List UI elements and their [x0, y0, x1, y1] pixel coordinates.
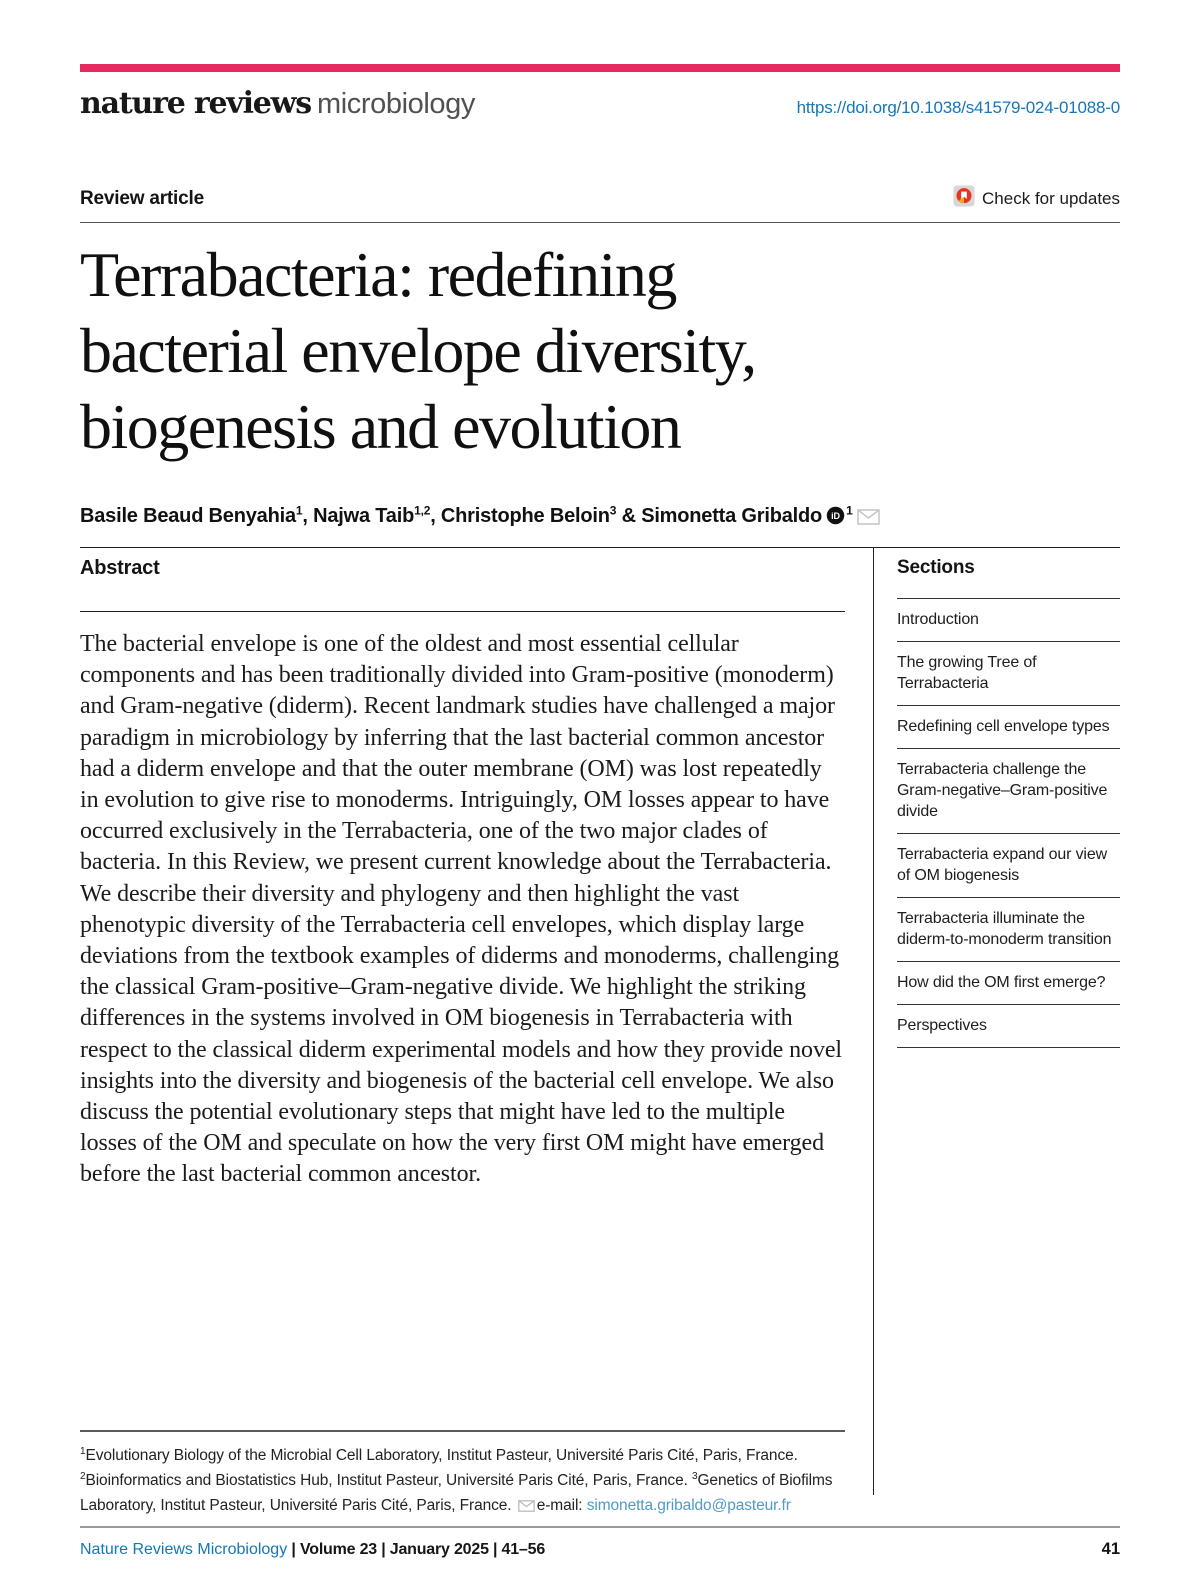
author-name: Christophe Beloin [440, 505, 610, 527]
affil-sup: 1 [80, 1445, 86, 1457]
author-separator: , [302, 505, 314, 527]
affiliations-block [80, 1430, 845, 1520]
section-link-challenge-divide[interactable]: Terrabacteria challenge the Gram-negative–Gram-positive divide [897, 748, 1120, 833]
sections-heading: Sections [897, 557, 975, 578]
author-affil-sup: 1 [846, 503, 853, 518]
page-title [80, 237, 1120, 465]
author-separator: & [616, 505, 642, 527]
section-link-om-biogenesis[interactable]: Terrabacteria expand our view of OM biogenesis [897, 833, 1120, 897]
article-kind-row [80, 185, 1120, 212]
footer-journal-link[interactable]: Nature Reviews Microbiology [80, 1541, 288, 1558]
svg-text:iD: iD [831, 510, 840, 521]
journal-logo-light: microbiology [316, 88, 475, 120]
email-envelope-icon[interactable] [857, 508, 880, 531]
journal-logo-bold: nature reviews [80, 86, 311, 121]
content-columns [80, 548, 1120, 1512]
abstract-header-wrap [80, 548, 845, 612]
affil-text: Genetics of Biofilms Laboratory, Institut Pasteur, Université Paris Cité, Paris, France. [80, 1472, 833, 1514]
email-label: e-mail: [536, 1497, 587, 1514]
email-envelope-icon-small [518, 1495, 535, 1520]
journal-logo [80, 86, 475, 121]
author-affil-sup: 1 [295, 503, 303, 518]
footer-citation [80, 1541, 545, 1559]
authors-line [80, 505, 1120, 531]
affil-sup: 3 [692, 1470, 698, 1482]
section-link-growing-tree[interactable]: The growing Tree of Terrabacteria [897, 641, 1120, 705]
orcid-icon[interactable] [826, 506, 845, 531]
section-link-redefining-envelope[interactable]: Redefining cell envelope types [897, 705, 1120, 748]
sections-column [873, 548, 1120, 1495]
check-for-updates-button[interactable] [953, 185, 1120, 212]
section-link-om-emerge[interactable]: How did the OM first emerge? [897, 961, 1120, 1004]
brand-color-bar [80, 64, 1120, 72]
article-kind-label: Review article [80, 187, 204, 209]
author-affil-sup: 1,2 [414, 503, 431, 518]
affil-sup: 2 [80, 1470, 86, 1482]
affil-text: Bioinformatics and Biostatistics Hub, Institut Pasteur, Université Paris Cité, Paris, France. [85, 1472, 692, 1489]
title-line-1: Terrabacteria: redefining [80, 239, 676, 310]
title-line-2: bacterial envelope diversity, [80, 315, 756, 386]
author-affil-sup: 3 [609, 503, 617, 518]
section-link-diderm-monoderm[interactable]: Terrabacteria illuminate the diderm-to-monoderm transition [897, 897, 1120, 961]
footer-row [80, 1540, 1120, 1559]
masthead [80, 86, 1120, 121]
author-name: Basile Beaud Benyahia [80, 505, 296, 527]
footer-volume-meta: | Volume 23 | January 2025 | 41–56 [287, 1541, 546, 1558]
section-link-introduction[interactable]: Introduction [897, 598, 1120, 641]
check-for-updates-label: Check for updates [982, 188, 1120, 208]
divider-under-kind [80, 222, 1120, 223]
affil-text: Evolutionary Biology of the Microbial Cell Laboratory, Institut Pasteur, Université Paris Cité, Paris, France. [85, 1447, 798, 1464]
abstract-text: The bacterial envelope is one of the oldest and most essential cellular components and has been traditionally divided into Gram-positive (monoderm) and Gram-negative (diderm). Recent landmark studies have challenged a major paradigm in microbiology by inferring that the last bacterial common ancestor had a diderm envelope and that the outer membrane (OM) was lost repeatedly in evolution to give rise to monoderms. Intriguingly, OM losses appear to have occurred exclusively in the Terrabacteria, one of the two major clades of bacteria. In this Review, we present current knowledge about the Terrabacteria. We describe their diversity and phylogeny and then highlight the vast phenotypic diversity of the Terrabacteria cell envelopes, which display large deviations from the textbook examples of diderms and monoderms, challenging the classical Gram-positive–Gram-negative divide. We highlight the striking differences in the systems involved in OM biogenesis in Terrabacteria with respect to the classical diderm experimental models and how they provide novel insights into the diversity and biogenesis of the bacterial cell envelope. We also discuss the potential evolutionary steps that might have led to the multiple losses of the OM and speculate on how the very first OM might have emerged before the last bacterial common ancestor. [80, 631, 842, 1188]
email-link[interactable]: simonetta.gribaldo@pasteur.fr [586, 1497, 791, 1514]
abstract-heading: Abstract [80, 557, 160, 579]
section-link-perspectives[interactable]: Perspectives [897, 1004, 1120, 1048]
doi-link[interactable]: https://doi.org/10.1038/s41579-024-01088-0 [796, 98, 1120, 117]
author-name: Simonetta Gribaldo [641, 505, 823, 527]
page-number: 41 [1101, 1540, 1120, 1558]
abstract-column [80, 548, 873, 1512]
author-name: Najwa Taib [313, 505, 415, 527]
title-line-3: biogenesis and evolution [80, 391, 681, 462]
author-separator: , [430, 505, 441, 527]
footer-divider [80, 1526, 1120, 1528]
crossmark-icon [953, 185, 975, 212]
